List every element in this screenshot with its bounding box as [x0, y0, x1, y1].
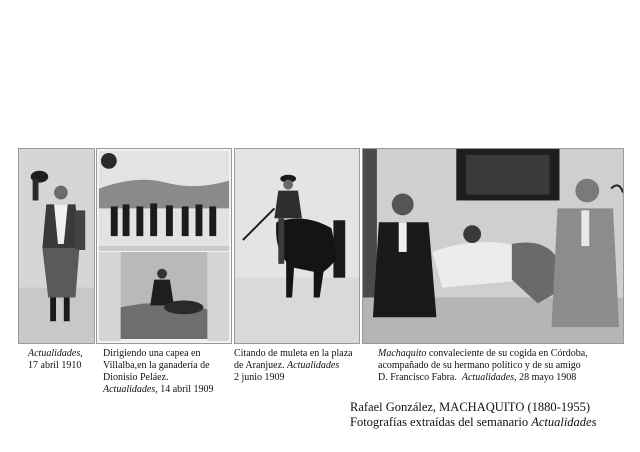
credit-title: Rafael González, MACHAQUITO (1880-1955) — [350, 400, 590, 414]
caption-muleta-line2: de Aranjuez. — [234, 360, 285, 371]
caption-capea-source — [103, 384, 214, 396]
caption-conv-publication: Actualidades — [461, 372, 515, 383]
caption-portrait — [28, 348, 83, 372]
caption-muleta-line1: Citando de muleta en la plaza — [234, 348, 353, 359]
caption-muleta — [234, 348, 353, 384]
photo-capea-villalba — [96, 148, 232, 344]
caption-convaleciente — [378, 348, 588, 384]
caption-capea-line1: Dirigiendo una capea en — [103, 348, 201, 359]
caption-muleta-line2-wrap — [234, 360, 353, 372]
caption-portrait-date: 17 abril 1910 — [28, 360, 82, 371]
caption-capea-date: , 14 abril 1909 — [155, 384, 214, 395]
caption-conv-date: , 28 mayo 1908 — [514, 372, 577, 383]
caption-capea-publication: Actualidades — [103, 384, 156, 395]
caption-conv-name: Machaquito — [378, 348, 427, 359]
caption-portrait-publication: Actualidades, — [28, 348, 83, 359]
photo-matador-portrait — [18, 148, 95, 344]
credit-block — [350, 400, 596, 430]
photo-convaleciente-cordoba — [362, 148, 624, 344]
caption-conv-line3-wrap — [378, 372, 588, 384]
caption-capea — [103, 348, 214, 396]
caption-conv-line3: D. Francisco Fabra. — [378, 372, 457, 383]
credit-source — [350, 415, 596, 430]
caption-muleta-date: 2 junio 1909 — [234, 372, 285, 383]
photo-muleta-aranjuez — [234, 148, 360, 344]
caption-muleta-publication: Actualidades — [287, 360, 340, 371]
credit-source-prefix: Fotografías extraídas del semanario — [350, 415, 532, 429]
caption-capea-line2: Villalba,en la ganadería de — [103, 360, 210, 371]
caption-conv-line1-wrap — [378, 348, 588, 360]
caption-capea-line3: Dionisio Peláez. — [103, 372, 169, 383]
caption-conv-line1: convaleciente de su cogida en Córdoba, — [426, 348, 588, 359]
credit-source-publication: Actualidades — [531, 415, 597, 429]
caption-conv-line2: acompañado de su hermano político y de su amigo — [378, 360, 581, 371]
